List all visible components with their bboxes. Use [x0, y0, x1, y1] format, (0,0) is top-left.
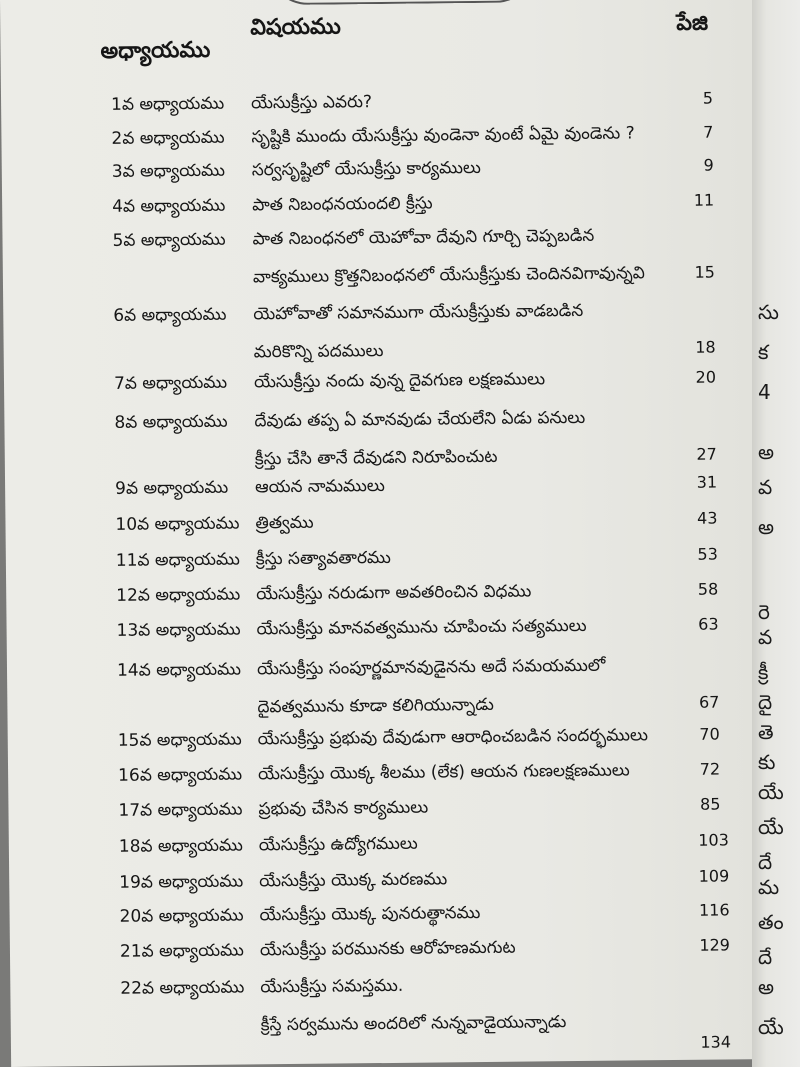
toc-page-number: 134: [700, 1032, 732, 1052]
adjacent-page-text-fragment: సు: [758, 300, 779, 324]
adjacent-page-text-fragment: వ: [758, 625, 773, 649]
adjacent-page-text-fragment: అ: [758, 975, 774, 999]
toc-title-line: త్రిత్వము: [255, 512, 314, 534]
toc-title-line: యేసుక్రీస్తు యొక్క మరణము: [259, 869, 448, 892]
adjacent-page-edge: [752, 0, 800, 1067]
header-subject-column: విషయము: [250, 14, 341, 41]
toc-chapter-label: 4వ అధ్యాయము: [112, 195, 226, 217]
toc-title-line: పాత నిబంధనయందలి క్రీస్తు: [252, 193, 433, 216]
toc-chapter-label: 2వ అధ్యాయము: [111, 127, 225, 149]
toc-chapter-label: 13వ అధ్యాయము: [116, 619, 241, 641]
toc-title-line: యేసుక్రీస్తు యొక్క శీలము (లేక) ఆయన గుణలక్షణములు: [258, 760, 630, 785]
toc-page-number: 20: [695, 367, 717, 387]
toc-title-line: యేసుక్రీస్తు మానవత్వమును చూపించు సత్యములు: [256, 615, 587, 640]
header-chapter-column: అధ్యాయము: [100, 37, 211, 64]
toc-title-line: ప్రభువు చేసిన కార్యములు: [258, 797, 429, 820]
toc-page-number: 72: [699, 759, 721, 779]
toc-title-line: సర్వసృష్టిలో యేసుక్రీస్తు కార్యములు: [251, 157, 481, 181]
toc-page-number: 15: [694, 262, 715, 282]
toc-title-line: యేసుక్రీస్తు ఎవరు?: [250, 92, 373, 114]
adjacent-page-text-fragment: దే: [758, 945, 773, 969]
toc-title-line: క్రీస్తు సత్యావతారము: [255, 547, 391, 570]
toc-page-number: 5: [702, 88, 714, 108]
adjacent-page-text-fragment: క: [758, 340, 769, 364]
toc-title-line: క్రీస్తే సర్వమును అందరిలో నున్నవాడైయున్నాడు: [260, 1012, 567, 1036]
toc-page-number: 109: [698, 866, 730, 886]
toc-title-line: యేసుక్రీస్తు యొక్క పునరుత్థానము: [259, 903, 481, 926]
toc-page-number: 116: [698, 900, 730, 920]
adjacent-page-text-fragment: తె: [758, 720, 774, 744]
toc-page-number: 53: [697, 544, 718, 564]
adjacent-page-text-fragment: అ: [758, 515, 774, 539]
toc-chapter-label: 9వ అధ్యాయము: [115, 477, 229, 499]
adjacent-page-text-fragment: వ: [758, 475, 773, 499]
toc-page-number: 63: [698, 614, 719, 634]
toc-title-line: సృష్టికి ముందు యేసుక్రీస్తు వుండెనా వుంటే ఏమై వుండెను ?: [251, 123, 635, 148]
toc-chapter-label: 19వ అధ్యాయము: [119, 871, 244, 893]
toc-title-line: యేసుక్రీస్తు నరుడుగా అవతరించిన విధము: [256, 581, 532, 605]
toc-title-line: యేసుక్రీస్తు నందు వున్న దైవగుణ లక్షణములు: [253, 369, 546, 393]
toc-page-number: 103: [698, 830, 729, 850]
toc-page-number: 18: [695, 337, 716, 357]
toc-chapter-label: 11వ అధ్యాయము: [115, 549, 240, 571]
toc-chapter-label: 15వ అధ్యాయము: [117, 729, 242, 751]
toc-title-line: క్రీస్తు చేసి తానే దేవుడని నిరూపించుట: [254, 446, 498, 470]
toc-chapter-label: 18వ అధ్యాయము: [118, 835, 243, 857]
toc-page-number: 85: [700, 794, 721, 814]
adjacent-page-text-fragment: దే: [758, 850, 773, 874]
toc-page-number: 70: [699, 724, 720, 744]
adjacent-page-text-fragment: యే: [758, 780, 784, 804]
toc-title-line: యేసుక్రీస్తు సంపూర్ణమానవుడైనను అదే సమయములో: [256, 655, 606, 680]
toc-chapter-label: 8వ అధ్యాయము: [114, 411, 228, 433]
toc-title-line: పాత నిబంధనలో యెహోవా దేవుని గూర్చి చెప్పబడిన: [252, 225, 595, 250]
toc-chapter-label: 3వ అధ్యాయము: [111, 160, 226, 182]
adjacent-page-text-fragment: కు: [758, 750, 776, 774]
toc-title-line: యేసుక్రీస్తు ప్రభువు దేవుడుగా ఆరాధించబడిన సందర్భములు: [257, 725, 649, 750]
toc-chapter-label: 22వ అధ్యాయము: [120, 977, 245, 999]
top-decorative-arc: [267, 0, 536, 5]
adjacent-page-text-fragment: అ: [758, 440, 774, 464]
toc-chapter-label: 20వ అధ్యాయము: [119, 905, 244, 927]
toc-title-line: యేసుక్రీస్తు ఉద్యోగములు: [258, 833, 418, 856]
toc-page-number: 31: [696, 472, 718, 492]
adjacent-page-text-fragment: రె: [758, 600, 770, 624]
toc-chapter-label: 14వ అధ్యాయము: [116, 659, 242, 681]
toc-chapter-label: 1వ అధ్యాయము: [110, 93, 225, 115]
toc-page-number: 43: [697, 508, 718, 528]
toc-title-line: మరికొన్ని పదములు: [253, 341, 384, 363]
header-page-column: పేజి: [676, 10, 709, 36]
toc-title-line: ఆయన నామములు: [255, 475, 385, 498]
toc-chapter-label: 12వ అధ్యాయము: [116, 584, 241, 606]
toc-title-line: యేసుక్రీస్తు పరమునకు ఆరోహణమగుట: [259, 937, 516, 961]
toc-chapter-label: 7వ అధ్యాయము: [113, 372, 228, 394]
toc-chapter-label: 5వ అధ్యాయము: [112, 229, 226, 251]
adjacent-page-text-fragment: 4: [758, 380, 771, 404]
toc-page-number: 11: [693, 190, 715, 210]
toc-chapter-label: 6వ అధ్యాయము: [113, 304, 227, 326]
toc-page-number: 7: [703, 122, 714, 142]
toc-page-number: 58: [697, 579, 719, 599]
toc-chapter-label: 16వ అధ్యాయము: [118, 764, 243, 786]
toc-chapter-label: 21వ అధ్యాయము: [119, 940, 244, 962]
toc-title-line: దేవుడు తప్ప ఏ మానవుడు చేయలేని ఏడు పనులు: [254, 407, 586, 432]
toc-chapter-label: 10వ అధ్యాయము: [115, 513, 240, 535]
toc-title-line: దైవత్వమును కూడా కలిగియున్నాడు: [257, 694, 494, 718]
adjacent-page-text-fragment: దై: [758, 690, 773, 714]
adjacent-page-text-fragment: యే: [758, 1015, 784, 1039]
adjacent-page-text-fragment: క్రీ: [758, 660, 769, 684]
adjacent-page-text-fragment: మ: [758, 875, 780, 899]
toc-title-line: వాక్యములు క్రొత్తనిబంధనలో యేసుక్రీస్తుకు చెందినవిగావున్నవి: [252, 263, 645, 288]
toc-page-number: 9: [703, 155, 714, 175]
toc-page-number: 27: [696, 444, 717, 464]
toc-title-line: యేసుక్రీస్తు సమస్తము.: [260, 975, 404, 998]
toc-chapter-label: 17వ అధ్యాయము: [118, 799, 243, 821]
toc-page-number: 129: [699, 935, 731, 955]
toc-title-line: యెహోవాతో సమానముగా యేసుక్రీస్తుకు వాడబడిన: [253, 300, 584, 325]
toc-page-number: 67: [698, 692, 720, 712]
adjacent-page-text-fragment: యే: [758, 815, 784, 839]
adjacent-page-text-fragment: తం: [758, 910, 784, 934]
